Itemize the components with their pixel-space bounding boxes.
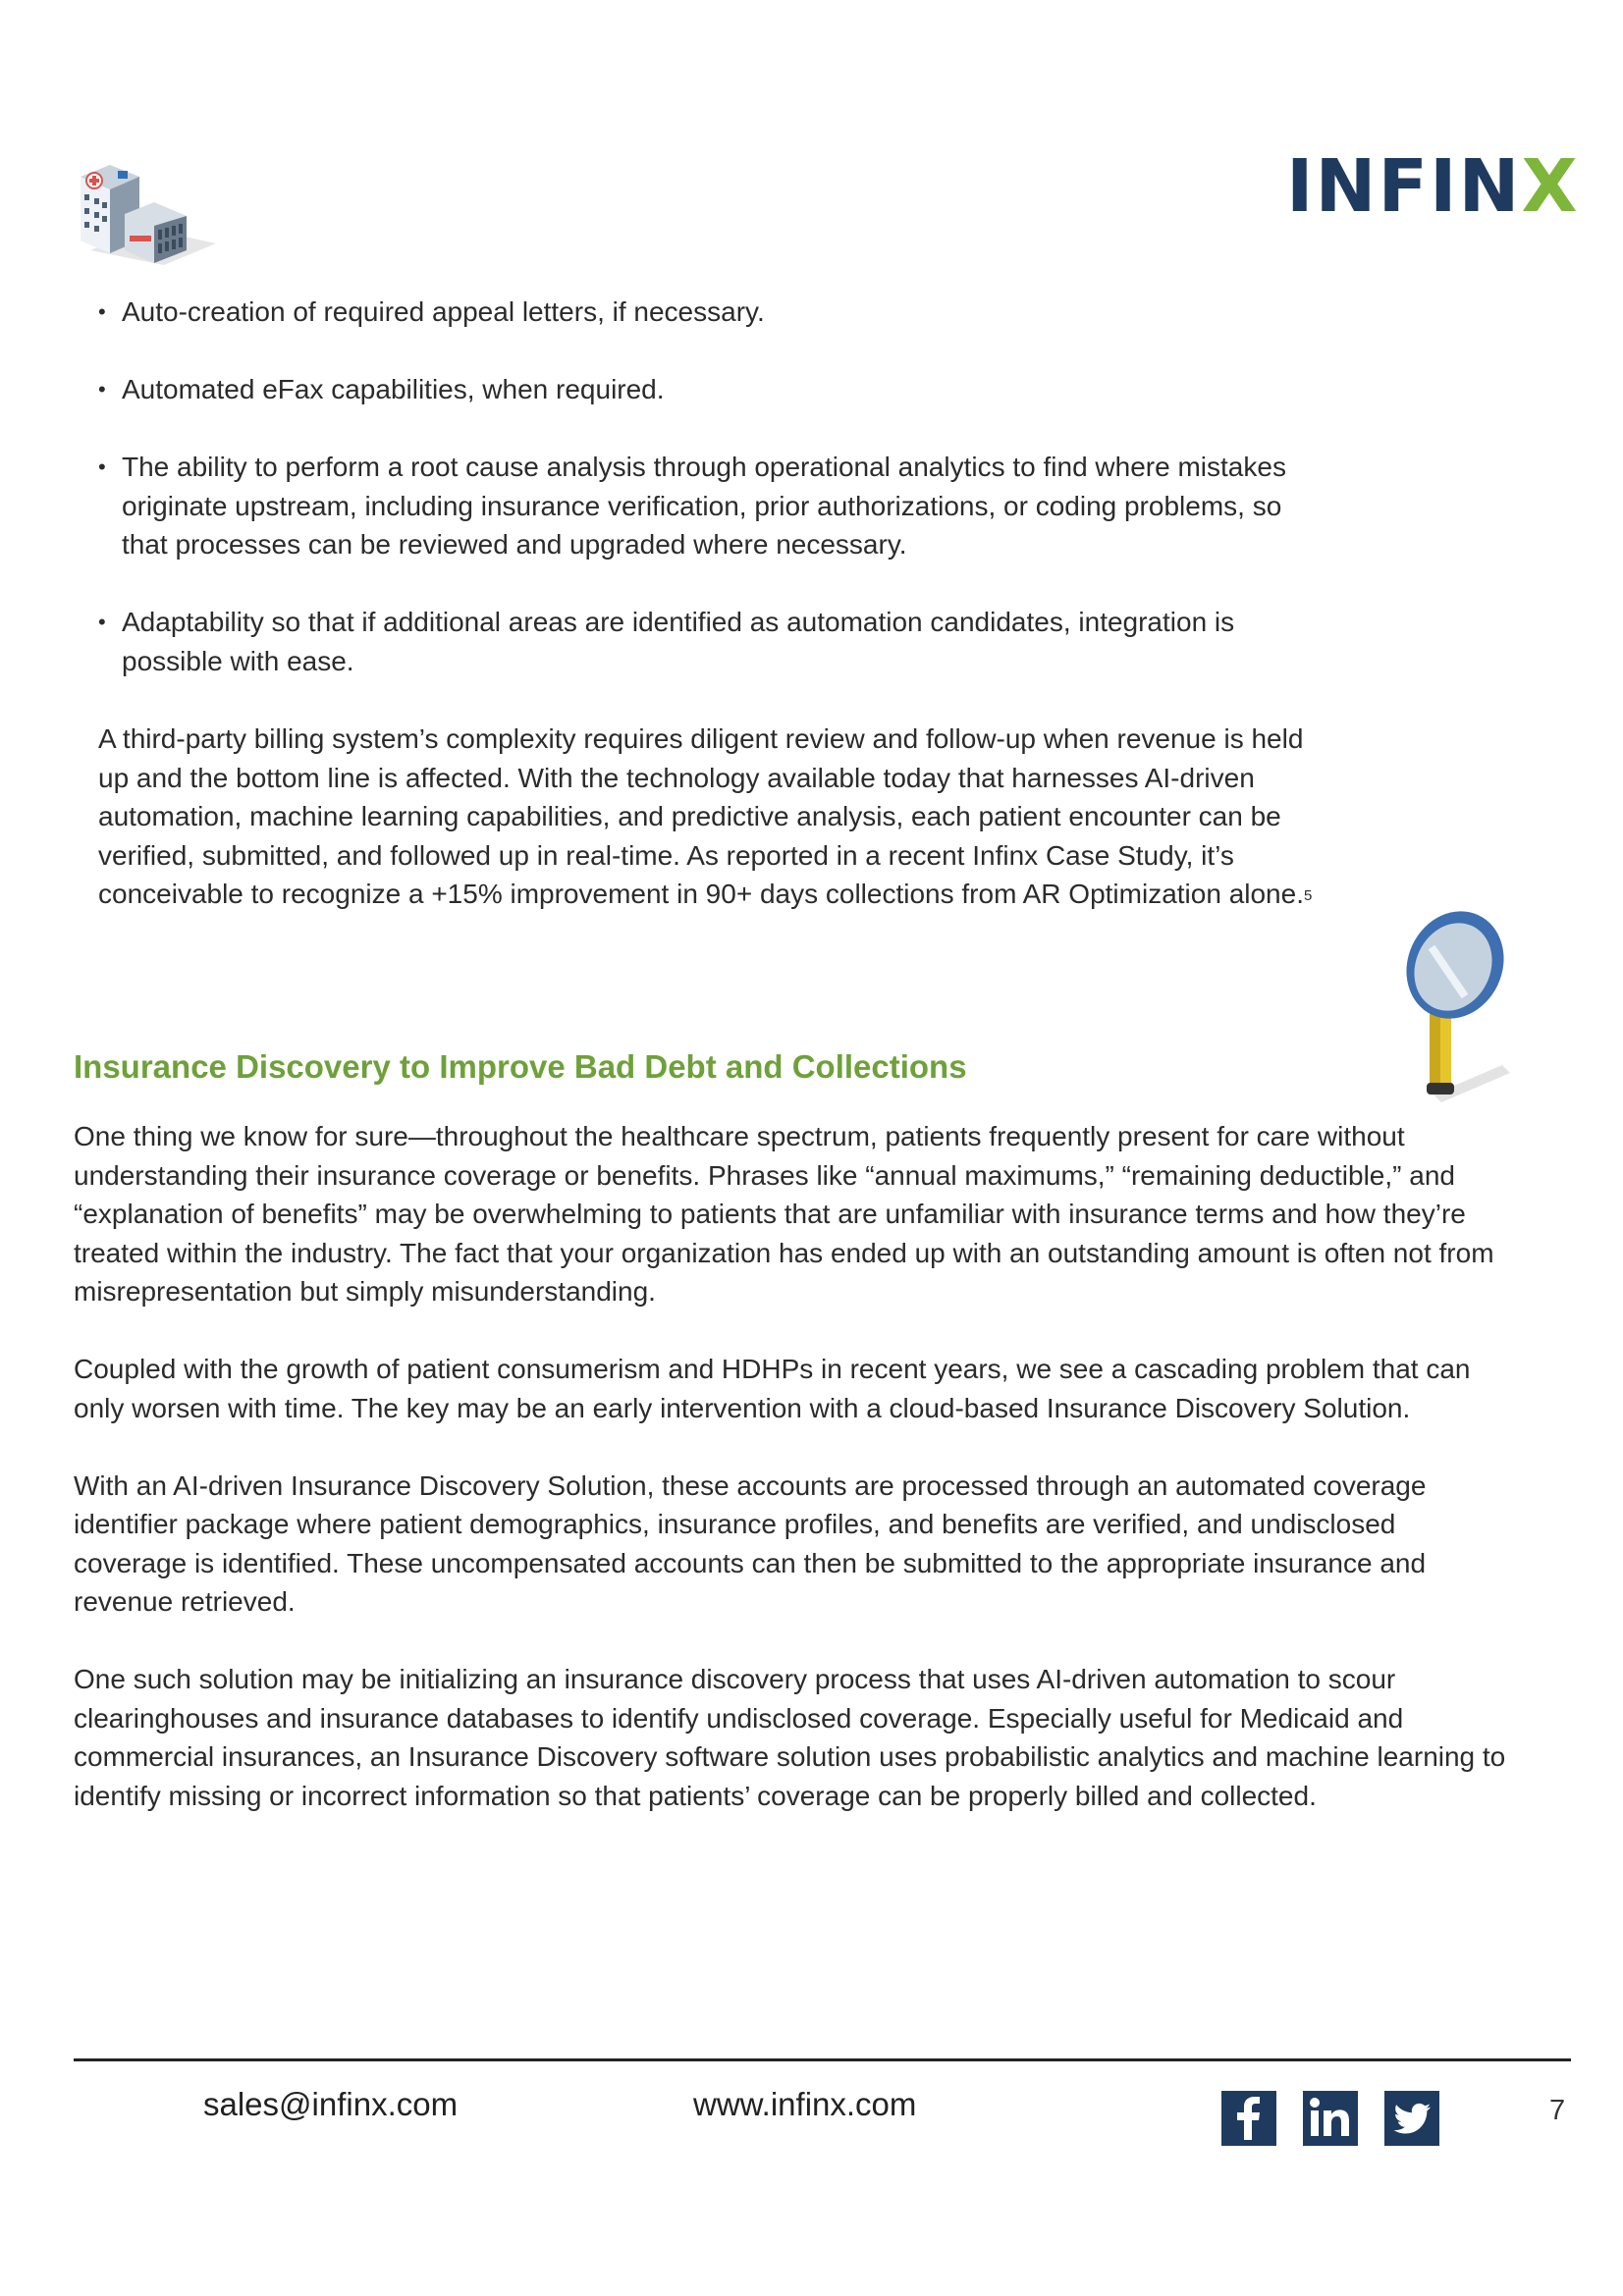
- footer-divider: [74, 2058, 1571, 2061]
- intro-paragraph-text: A third-party billing system’s complexity requires diligent review and follow-up when revenue is held up and the bottom line is affected. With the technology available today that harnesses AI-driven automation, machine learning capabilities, and predictive analysis, each patient encounter can be verified, submitted, and followed up in real-time. As reported in a recent Infinx Case Study, it’s conceivable to recognize a +15% improvement in 90+ days collections from AR Optimization alone.: [98, 723, 1304, 909]
- footer-email-link[interactable]: sales@infinx.com: [203, 2086, 459, 2122]
- footnote-marker: 5: [1303, 887, 1313, 904]
- intro-paragraph: [98, 720, 1335, 914]
- list-item: • Automated eFax capabilities, when required.: [98, 370, 1316, 409]
- list-item: • Adaptability so that if additional areas are identified as automation candidates, integration is possible with ease.: [98, 603, 1316, 680]
- body-paragraph: One such solution may be initializing an insurance discovery process that uses AI-driven automation to scour clearinghouses and insurance databases to identify undisclosed coverage. Especially useful for Medicaid and commercial insurances, an Insurance Discovery software solution uses probabilistic analytics and machine learning to identify missing or incorrect information so that patients’ coverage can be properly billed and collected.: [74, 1664, 1506, 1811]
- twitter-icon[interactable]: [1384, 2091, 1439, 2146]
- list-item: • Auto-creation of required appeal letters, if necessary.: [98, 293, 1316, 332]
- facebook-icon[interactable]: [1221, 2091, 1276, 2146]
- magnifying-glass-icon: [1394, 908, 1510, 1104]
- linkedin-icon[interactable]: [1303, 2091, 1358, 2146]
- feature-bullet-list: [98, 293, 1316, 720]
- list-item: • The ability to perform a root cause analysis through operational analytics to find where mistakes originate upstream, including insurance verification, prior authorizations, or coding problems, so that processes can be reviewed and upgraded where necessary.: [98, 448, 1316, 564]
- body-paragraph: With an AI-driven Insurance Discovery Solution, these accounts are processed through an automated coverage identifier package where patient demographics, insurance profiles, and benefits are verified, and undisclosed coverage is identified. These uncompensated accounts can then be submitted to the appropriate insurance and revenue retrieved.: [74, 1469, 1427, 1617]
- logo-text-main: INFIN: [1286, 144, 1522, 229]
- body-paragraph: One thing we know for sure—throughout the healthcare spectrum, patients frequently present for care without understanding their insurance coverage or benefits. Phrases like “annual maximums,” “remaining deductible,” and “explanation of benefits” may be overwhelming to patients that are unfamiliar with insurance terms and how they’re treated within the industry. The fact that your organization has ended up with an outstanding amount is often not from misrepresentation but simply misunderstanding.: [74, 1121, 1494, 1307]
- hospital-building-icon: [71, 157, 218, 267]
- section-heading: Insurance Discovery to Improve Bad Debt and Collections: [74, 1048, 967, 1085]
- logo-text-accent: X: [1521, 144, 1580, 229]
- body-paragraph: Coupled with the growth of patient consumerism and HDHPs in recent years, we see a cascading problem that can only worsen with time. The key may be an early intervention with a cloud-based Insurance Discovery Solution.: [74, 1354, 1471, 1423]
- footer-website-link[interactable]: www.infinx.com: [693, 2086, 917, 2122]
- infinx-logo: [1286, 144, 1580, 229]
- page-number: 7: [1549, 2095, 1566, 2126]
- section-body: [74, 1117, 1507, 1854]
